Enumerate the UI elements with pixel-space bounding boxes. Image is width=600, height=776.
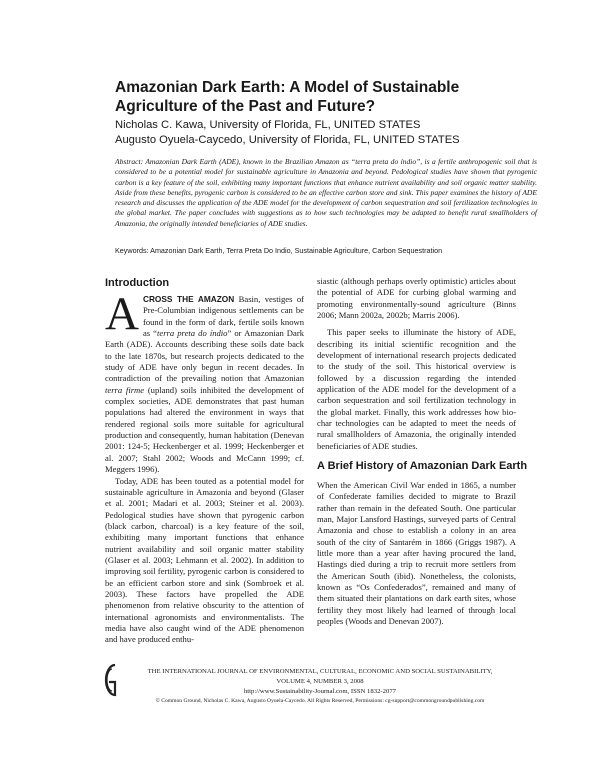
abstract: Abstract: Amazonian Dark Earth (ADE), known in the Brazilian Amazon as “terra preta do índio”, is a fertile anthropogenic soil that is considered to be a potential model for sustainable agriculture in Amazonia and beyond. Pedological studies have shown that pyrogenic carbon is a key feature of the soil, exhibiting many important functions that enhance nutrient availability and soil organic matter stability. Aside from these benefits, pyrogenic carbon is considered to be an effective carbon store and sink. This paper examines the history of ADE research and discusses the application of the ADE model for the development of carbon sequestration and soil fertilization technologies in the global market. The paper concludes with suggestions as to how such technologies may be adapted to benefit rural smallholders of Amazonia, the originally intended beneficiaries of ADE studies. — [115, 157, 537, 228]
introduction-heading: Introduction — [105, 277, 170, 289]
author-line-1: Nicholas C. Kawa, University of Florida, FL, UNITED STATES — [115, 119, 421, 131]
drop-cap: A — [105, 288, 139, 340]
history-body — [317, 480, 516, 627]
author-line-2: Augusto Oyuela-Caycedo, University of Florida, FL, UNITED STATES — [115, 134, 460, 146]
right-paragraph-0: siastic (although perhaps overly optimistic) articles about the potential of ADE for curbing global warming and promoting environmentally-sound agriculture (Binns 2006; Mann 2002a, 2002b; Marris 2006). — [317, 276, 516, 321]
journal-name: THE INTERNATIONAL JOURNAL OF ENVIRONMENTAL, CULTURAL, ECONOMIC AND SOCIAL SUSTAINABILITY, — [147, 668, 493, 675]
intro-text-a: Basin, vestiges of Pre-Columbian indigenous settlements can be found in the form of dark, fertile soils known as “ — [142, 294, 304, 339]
intro-paragraph-1 — [105, 288, 304, 476]
lead-in: CROSS THE AMAZON — [142, 294, 235, 304]
intro-text-c: (upland) soils inhibited the development of complex societies, ADE demonstrates that past human populations had altered the environment in ways that rendered regional soils more suitable for agricultural production and consequently, human habitation (Denevan 2001: 124-5; Heckenberger et al. 1999; Heckenberger et al. 2007; Stahl 2002; Woods and McCann 1999; cf. Meggers 1996). — [105, 384, 304, 475]
copyright-line: © Common Ground, Nicholas C. Kawa, Augusto Oyuela-Caycedo. All Rights Reserved, Permissions: cg-support@commongroundpublishing.com — [155, 698, 485, 704]
journal-volume: VOLUME 4, NUMBER 3, 2008 — [276, 678, 364, 685]
intro-paragraph-2: Today, ADE has been touted as a potential model for sustainable agriculture in Amazonia and beyond (Glaser et al. 2001; Madari et al. 2003; Steiner et al. 2003). Pedological studies have shown that pyrogenic carbon (black carbon, charcoal) is a key feature of the soil, exhibiting many important functions that enhance nutrient availability and soil organic matter stability (Glaser et al. 2003; Lehmann et al. 2002). In addition to improving soil fertility, pyrogenic carbon is considered to be an efficient carbon store and sink (Sombroek et al. 2003). These factors have propelled the ADE phenomenon from relative obscurity to the attention of international agronomists and environmentalists. The media have also caught wind of the ADE phenomenon and have produced enthu- — [105, 475, 304, 645]
right-column-body — [317, 276, 516, 452]
article-title: Amazonian Dark Earth: A Model of Sustainable Agriculture of the Past and Future? — [115, 79, 460, 115]
right-paragraph-1: This paper seeks to illuminate the history of ADE, describing its initial scientific recognition and the development of international research projects dedicated to the study of the soil. This historical overview is followed by a discussion regarding the intended application of the ADE model for the development of a carbon sequestration and soil fertilization technology in the global market. Finally, this work addresses how bio-char technologies can be adapted to meet the needs of rural smallholders of Amazonia, the originally intended beneficiaries of ADE studies. — [317, 327, 516, 451]
history-heading: A Brief History of Amazonian Dark Earth — [317, 460, 528, 472]
intro-italic-term: terra preta do índio — [157, 328, 228, 339]
intro-text-b: ” or Amazonian Dark Earth (ADE). Accounts describing these soils date back to the late 1870s, but research projects dedicated to the study of ADE have only begun in recent decades. In contradiction of the prevailing notion that Amazonian — [105, 328, 304, 384]
keywords: Keywords: Amazonian Dark Earth, Terra Preta Do Indio, Sustainable Agriculture, Carbon Sequestration — [115, 246, 443, 255]
left-column-body — [105, 288, 304, 646]
intro-italic-term-2: terra firme — [105, 384, 145, 395]
history-paragraph-1: When the American Civil War ended in 1865, a number of Confederate families decided to migrate to Brazil rather than remain in the defeated South. One particular man, Major Lansford Hastings, surveyed parts of Central Amazonia and chose to establish a colony in an area south of the city of Santarém in 1866 (Griggs 1987). A little more than a year after having procured the land, Hastings died during a trip to recruit more settlers from the American South (ibid). Nonetheless, the colonists, known as “Os Confederados”, remained and many of them situated their plantations on dark earth sites, whose fertility they most likely had learned of through local peoples (Woods and Denevan 2007). — [317, 480, 516, 627]
journal-url: http://www.Sustainability-Journal.com, ISSN 1832-2077 — [243, 688, 397, 695]
